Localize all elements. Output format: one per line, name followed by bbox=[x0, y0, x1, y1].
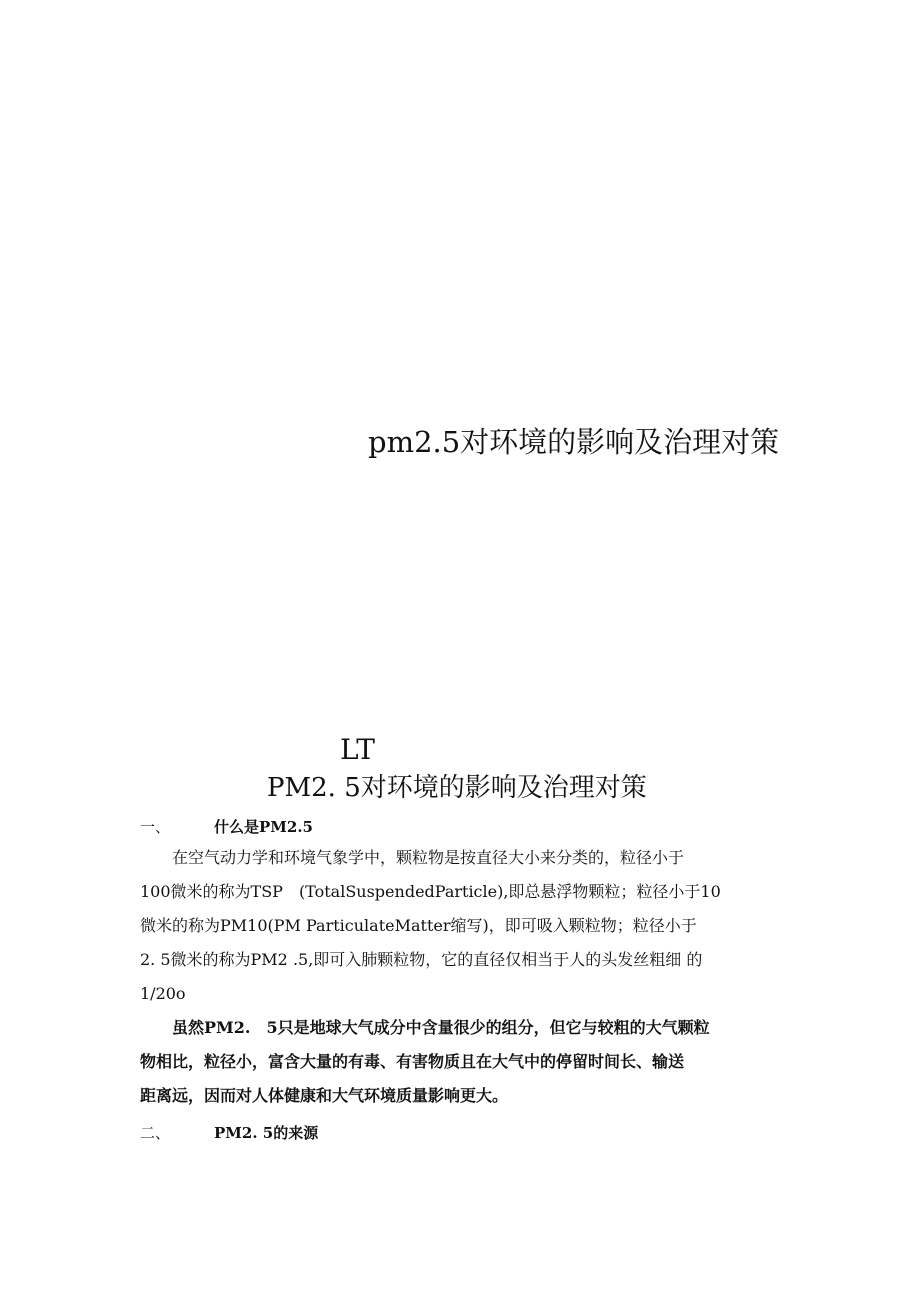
paragraph-line: 2. 5微米的称为PM2 .5,即可入肺颗粒物，它的直径仅相当于人的头发丝粗细 的 bbox=[140, 950, 703, 969]
section-title: PM2. 5的来源 bbox=[214, 1124, 319, 1142]
section-number: 二、 bbox=[140, 1124, 171, 1142]
cover-title: pm2.5对环境的影响及治理对策 bbox=[368, 425, 780, 459]
paragraph-line: 距离远，因而对人体健康和大气环境质量影响更大。 bbox=[140, 1086, 509, 1105]
section-heading-2 bbox=[140, 1120, 318, 1146]
paragraph-line: 在空气动力学和环境气象学中，颗粒物是按直径大小来分类的，粒径小于 bbox=[140, 848, 685, 867]
paragraph-line: 100微米的称为TSP (TotalSuspendedParticle),即总悬浮物颗粒；粒径小于10 bbox=[140, 882, 721, 901]
paragraph-line: 物相比，粒径小，富含大量的有毒、有害物质且在大气中的停留时间长、输送 bbox=[140, 1052, 685, 1071]
section-heading-1 bbox=[140, 814, 313, 840]
paragraph-line: 虽然PM2. 5只是地球大气成分中含量很少的组分，但它与较粗的大气颗粒 bbox=[140, 1018, 710, 1037]
paragraph-line: 1/20o bbox=[140, 984, 186, 1003]
paragraph-line: 微米的称为PM10(PM ParticulateMatter缩写)，即可吸入颗粒物；粒径小于 bbox=[140, 916, 697, 935]
section-title: 什么是PM2.5 bbox=[214, 818, 313, 836]
section-number: 一、 bbox=[140, 818, 171, 836]
document-title: PM2. 5对环境的影响及治理对策 bbox=[267, 773, 647, 803]
cover-mark: LT bbox=[340, 733, 375, 766]
